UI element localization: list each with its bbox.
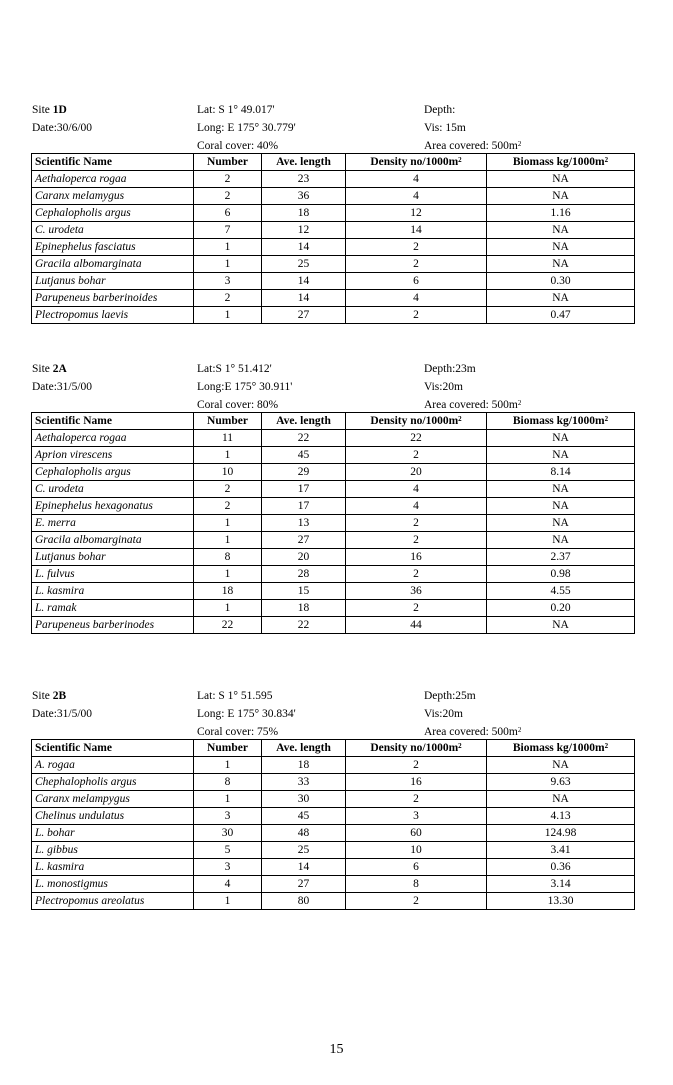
site-long: Long: E 175° 30.779' bbox=[197, 122, 296, 134]
cell-species: C. urodeta bbox=[32, 222, 194, 239]
table-row bbox=[32, 791, 635, 808]
table-row bbox=[32, 464, 635, 481]
cell-biomass: NA bbox=[487, 515, 635, 532]
cell-species: Aethaloperca rogaa bbox=[32, 171, 194, 188]
table-row bbox=[32, 273, 635, 290]
cell-species: L. fulvus bbox=[32, 566, 194, 583]
cell-density: 8 bbox=[346, 876, 487, 893]
cell-biomass: NA bbox=[487, 239, 635, 256]
cell-species: L. kasmira bbox=[32, 583, 194, 600]
header-row bbox=[32, 740, 635, 757]
site-coral-cover: Coral cover: 40% bbox=[197, 140, 279, 152]
cell-number: 18 bbox=[194, 583, 262, 600]
table-header bbox=[32, 154, 635, 171]
cell-species: Lutjanus bohar bbox=[32, 273, 194, 290]
cell-density: 2 bbox=[346, 600, 487, 617]
cell-density: 16 bbox=[346, 774, 487, 791]
col-number: Number bbox=[194, 740, 262, 757]
cell-number: 6 bbox=[194, 205, 262, 222]
cell-density: 2 bbox=[346, 757, 487, 774]
site-block-2a bbox=[0, 363, 673, 631]
cell-density: 6 bbox=[346, 859, 487, 876]
cell-species: Caranx melampygus bbox=[32, 791, 194, 808]
cell-number: 7 bbox=[194, 222, 262, 239]
site-area: Area covered: $500m^2$ bbox=[424, 399, 522, 411]
cell-density: 4 bbox=[346, 498, 487, 515]
site-long: Long: E 175° 30.834' bbox=[197, 708, 296, 720]
col-scientific-name: Scientific Name bbox=[32, 740, 194, 757]
superscript-2: 2 bbox=[458, 156, 462, 164]
site-date: Date:31/5/00 bbox=[32, 381, 93, 393]
superscript-2: 2 bbox=[517, 399, 522, 407]
cell-species: E. merra bbox=[32, 515, 194, 532]
col-scientific-name: Scientific Name bbox=[32, 154, 194, 171]
cell-biomass: NA bbox=[487, 222, 635, 239]
cell-biomass: NA bbox=[487, 757, 635, 774]
cell-species: Aprion virescens bbox=[32, 447, 194, 464]
cell-species: Lutjanus bohar bbox=[32, 549, 194, 566]
cell-number: 2 bbox=[194, 290, 262, 307]
cell-length: 13 bbox=[262, 515, 346, 532]
cell-length: 29 bbox=[262, 464, 346, 481]
cell-length: 14 bbox=[262, 239, 346, 256]
table-body bbox=[32, 757, 635, 910]
cell-length: 27 bbox=[262, 532, 346, 549]
table-row bbox=[32, 307, 635, 324]
site-area: Area covered: $500m^2$ bbox=[424, 140, 522, 152]
cell-species: L. bohar bbox=[32, 825, 194, 842]
cell-species: L. ramak bbox=[32, 600, 194, 617]
table-row bbox=[32, 498, 635, 515]
cell-biomass: 8.14 bbox=[487, 464, 635, 481]
site-date: Date:30/6/00 bbox=[32, 122, 93, 134]
cell-biomass: 13.30 bbox=[487, 893, 635, 910]
species-table bbox=[31, 739, 635, 910]
cell-biomass: 2.37 bbox=[487, 549, 635, 566]
cell-species: Plectropomus laevis bbox=[32, 307, 194, 324]
cell-number: 8 bbox=[194, 774, 262, 791]
cell-species: Parupeneus barberinoides bbox=[32, 290, 194, 307]
cell-number: 8 bbox=[194, 549, 262, 566]
cell-density: 2 bbox=[346, 515, 487, 532]
site-metadata bbox=[0, 363, 673, 417]
cell-number: 1 bbox=[194, 532, 262, 549]
table-row bbox=[32, 239, 635, 256]
cell-density: 12 bbox=[346, 205, 487, 222]
table-row bbox=[32, 430, 635, 447]
cell-biomass: NA bbox=[487, 498, 635, 515]
cell-length: 28 bbox=[262, 566, 346, 583]
cell-density: 2 bbox=[346, 566, 487, 583]
cell-density: 3 bbox=[346, 808, 487, 825]
site-visibility: Vis: 15m bbox=[424, 122, 466, 134]
cell-density: 16 bbox=[346, 549, 487, 566]
col-biomass: Biomass $kg/1000m^2$ bbox=[487, 740, 635, 757]
superscript-2: 2 bbox=[517, 140, 522, 148]
cell-density: 2 bbox=[346, 893, 487, 910]
cell-density: 2 bbox=[346, 239, 487, 256]
site-visibility: Vis:20m bbox=[424, 708, 463, 720]
cell-biomass: NA bbox=[487, 481, 635, 498]
cell-length: 14 bbox=[262, 290, 346, 307]
site-date: Date:31/5/00 bbox=[32, 708, 93, 720]
table-row bbox=[32, 256, 635, 273]
cell-biomass: NA bbox=[487, 532, 635, 549]
cell-biomass: 3.14 bbox=[487, 876, 635, 893]
col-scientific-name: Scientific Name bbox=[32, 413, 194, 430]
cell-length: 23 bbox=[262, 171, 346, 188]
cell-density: 2 bbox=[346, 447, 487, 464]
table-body bbox=[32, 171, 635, 324]
superscript-2: 2 bbox=[458, 742, 462, 750]
cell-number: 1 bbox=[194, 566, 262, 583]
cell-biomass: 4.13 bbox=[487, 808, 635, 825]
table-body bbox=[32, 430, 635, 634]
cell-species: Chephalopholis argus bbox=[32, 774, 194, 791]
cell-species: Chelinus undulatus bbox=[32, 808, 194, 825]
cell-number: 2 bbox=[194, 498, 262, 515]
cell-species: Gracila albomarginata bbox=[32, 256, 194, 273]
cell-species: L. gibbus bbox=[32, 842, 194, 859]
cell-biomass: 4.55 bbox=[487, 583, 635, 600]
cell-species: C. urodeta bbox=[32, 481, 194, 498]
table-row bbox=[32, 222, 635, 239]
cell-density: 2 bbox=[346, 256, 487, 273]
table-row bbox=[32, 447, 635, 464]
table-row bbox=[32, 205, 635, 222]
site-long: Long:E 175° 30.911' bbox=[197, 381, 293, 393]
cell-length: 36 bbox=[262, 188, 346, 205]
cell-number: 22 bbox=[194, 617, 262, 634]
cell-number: 2 bbox=[194, 171, 262, 188]
cell-density: 10 bbox=[346, 842, 487, 859]
col-biomass: Biomass $kg/1000m^2$ bbox=[487, 154, 635, 171]
cell-density: 2 bbox=[346, 791, 487, 808]
cell-density: 4 bbox=[346, 171, 487, 188]
table-row bbox=[32, 808, 635, 825]
site-depth: Depth: bbox=[424, 104, 456, 116]
cell-species: Cephalopholis argus bbox=[32, 205, 194, 222]
cell-density: 44 bbox=[346, 617, 487, 634]
cell-number: 4 bbox=[194, 876, 262, 893]
site-area: Area covered: $500m^2$ bbox=[424, 726, 522, 738]
site-title: Site 2B bbox=[32, 690, 67, 702]
col-ave-length: Ave. length bbox=[262, 154, 346, 171]
site-lat: Lat: S 1° 51.595 bbox=[197, 690, 273, 702]
cell-biomass: 0.36 bbox=[487, 859, 635, 876]
cell-number: 1 bbox=[194, 757, 262, 774]
cell-biomass: NA bbox=[487, 430, 635, 447]
site-block-1d bbox=[0, 104, 673, 321]
cell-density: 14 bbox=[346, 222, 487, 239]
cell-biomass: NA bbox=[487, 447, 635, 464]
cell-density: 2 bbox=[346, 307, 487, 324]
site-id: 1D bbox=[52, 104, 67, 116]
table-row bbox=[32, 617, 635, 634]
cell-number: 3 bbox=[194, 808, 262, 825]
site-id: 2A bbox=[52, 363, 67, 375]
cell-species: Aethaloperca rogaa bbox=[32, 430, 194, 447]
cell-number: 1 bbox=[194, 600, 262, 617]
col-ave-length: Ave. length bbox=[262, 740, 346, 757]
cell-species: Cephalopholis argus bbox=[32, 464, 194, 481]
cell-species: Gracila albomarginata bbox=[32, 532, 194, 549]
cell-length: 45 bbox=[262, 447, 346, 464]
cell-length: 33 bbox=[262, 774, 346, 791]
cell-number: 5 bbox=[194, 842, 262, 859]
cell-length: 18 bbox=[262, 205, 346, 222]
cell-length: 20 bbox=[262, 549, 346, 566]
superscript-2: 2 bbox=[604, 742, 609, 750]
cell-length: 80 bbox=[262, 893, 346, 910]
cell-biomass: 0.30 bbox=[487, 273, 635, 290]
cell-biomass: NA bbox=[487, 188, 635, 205]
cell-number: 1 bbox=[194, 307, 262, 324]
cell-length: 27 bbox=[262, 307, 346, 324]
cell-length: 48 bbox=[262, 825, 346, 842]
cell-biomass: NA bbox=[487, 256, 635, 273]
cell-length: 12 bbox=[262, 222, 346, 239]
cell-species: Epinephelus fasciatus bbox=[32, 239, 194, 256]
table-row bbox=[32, 842, 635, 859]
cell-biomass: 0.47 bbox=[487, 307, 635, 324]
cell-species: Plectropomus areolatus bbox=[32, 893, 194, 910]
superscript-2: 2 bbox=[458, 415, 462, 423]
cell-species: L. monostigmus bbox=[32, 876, 194, 893]
col-number: Number bbox=[194, 154, 262, 171]
cell-number: 30 bbox=[194, 825, 262, 842]
page-number: 15 bbox=[329, 1042, 344, 1057]
cell-number: 2 bbox=[194, 188, 262, 205]
cell-biomass: NA bbox=[487, 791, 635, 808]
cell-number: 3 bbox=[194, 273, 262, 290]
table-header bbox=[32, 740, 635, 757]
cell-number: 11 bbox=[194, 430, 262, 447]
table-row bbox=[32, 171, 635, 188]
table-row bbox=[32, 893, 635, 910]
site-depth: Depth:23m bbox=[424, 363, 476, 375]
col-density: Density $no/1000m^2$ bbox=[346, 154, 487, 171]
table-header bbox=[32, 413, 635, 430]
site-metadata bbox=[0, 104, 673, 158]
cell-density: 4 bbox=[346, 188, 487, 205]
cell-length: 22 bbox=[262, 430, 346, 447]
cell-biomass: 0.20 bbox=[487, 600, 635, 617]
site-lat: Lat: S 1° 49.017' bbox=[197, 104, 275, 116]
cell-species: Caranx melamygus bbox=[32, 188, 194, 205]
cell-number: 1 bbox=[194, 239, 262, 256]
table-row bbox=[32, 566, 635, 583]
table-row bbox=[32, 859, 635, 876]
cell-biomass: NA bbox=[487, 171, 635, 188]
col-number: Number bbox=[194, 413, 262, 430]
cell-number: 1 bbox=[194, 447, 262, 464]
site-coral-cover: Coral cover: 75% bbox=[197, 726, 279, 738]
cell-number: 1 bbox=[194, 791, 262, 808]
cell-length: 45 bbox=[262, 808, 346, 825]
cell-density: 2 bbox=[346, 532, 487, 549]
site-metadata bbox=[0, 690, 673, 744]
cell-density: 22 bbox=[346, 430, 487, 447]
superscript-2: 2 bbox=[604, 415, 609, 423]
col-density: Density $no/1000m^2$ bbox=[346, 740, 487, 757]
cell-length: 18 bbox=[262, 757, 346, 774]
cell-species: A. rogaa bbox=[32, 757, 194, 774]
site-title: Site 1D bbox=[32, 104, 67, 116]
col-density: Density $no/1000m^2$ bbox=[346, 413, 487, 430]
site-title: Site 2A bbox=[32, 363, 67, 375]
cell-length: 14 bbox=[262, 273, 346, 290]
table-row bbox=[32, 757, 635, 774]
cell-species: L. kasmira bbox=[32, 859, 194, 876]
site-lat: Lat:S 1° 51.412' bbox=[197, 363, 272, 375]
superscript-2: 2 bbox=[604, 156, 609, 164]
site-coral-cover: Coral cover: 80% bbox=[197, 399, 279, 411]
col-biomass: Biomass $kg/1000m^2$ bbox=[487, 413, 635, 430]
cell-density: 6 bbox=[346, 273, 487, 290]
cell-number: 3 bbox=[194, 859, 262, 876]
site-visibility: Vis:20m bbox=[424, 381, 463, 393]
cell-species: Parupeneus barberinodes bbox=[32, 617, 194, 634]
site-depth: Depth:25m bbox=[424, 690, 476, 702]
header-row bbox=[32, 413, 635, 430]
cell-biomass: 1.16 bbox=[487, 205, 635, 222]
cell-biomass: 9.63 bbox=[487, 774, 635, 791]
table-row bbox=[32, 532, 635, 549]
cell-biomass: 0.98 bbox=[487, 566, 635, 583]
cell-biomass: 124.98 bbox=[487, 825, 635, 842]
cell-length: 22 bbox=[262, 617, 346, 634]
cell-length: 17 bbox=[262, 481, 346, 498]
cell-number: 1 bbox=[194, 256, 262, 273]
cell-number: 1 bbox=[194, 515, 262, 532]
superscript-2: 2 bbox=[517, 726, 522, 734]
cell-length: 17 bbox=[262, 498, 346, 515]
site-block-2b bbox=[0, 690, 673, 907]
cell-length: 18 bbox=[262, 600, 346, 617]
cell-number: 2 bbox=[194, 481, 262, 498]
species-table bbox=[31, 153, 635, 324]
cell-length: 14 bbox=[262, 859, 346, 876]
table-row bbox=[32, 600, 635, 617]
table-row bbox=[32, 290, 635, 307]
cell-density: 60 bbox=[346, 825, 487, 842]
cell-length: 30 bbox=[262, 791, 346, 808]
cell-length: 15 bbox=[262, 583, 346, 600]
table-row bbox=[32, 825, 635, 842]
cell-number: 10 bbox=[194, 464, 262, 481]
cell-biomass: 3.41 bbox=[487, 842, 635, 859]
cell-density: 36 bbox=[346, 583, 487, 600]
table-row bbox=[32, 549, 635, 566]
cell-length: 27 bbox=[262, 876, 346, 893]
cell-density: 20 bbox=[346, 464, 487, 481]
cell-density: 4 bbox=[346, 481, 487, 498]
cell-number: 1 bbox=[194, 893, 262, 910]
cell-length: 25 bbox=[262, 256, 346, 273]
cell-species: Epinephelus hexagonatus bbox=[32, 498, 194, 515]
table-row bbox=[32, 876, 635, 893]
cell-length: 25 bbox=[262, 842, 346, 859]
species-table bbox=[31, 412, 635, 634]
table-row bbox=[32, 583, 635, 600]
table-row bbox=[32, 481, 635, 498]
cell-density: 4 bbox=[346, 290, 487, 307]
site-id: 2B bbox=[52, 690, 67, 702]
cell-biomass: NA bbox=[487, 290, 635, 307]
table-row bbox=[32, 774, 635, 791]
table-row bbox=[32, 188, 635, 205]
col-ave-length: Ave. length bbox=[262, 413, 346, 430]
header-row bbox=[32, 154, 635, 171]
table-row bbox=[32, 515, 635, 532]
cell-biomass: NA bbox=[487, 617, 635, 634]
